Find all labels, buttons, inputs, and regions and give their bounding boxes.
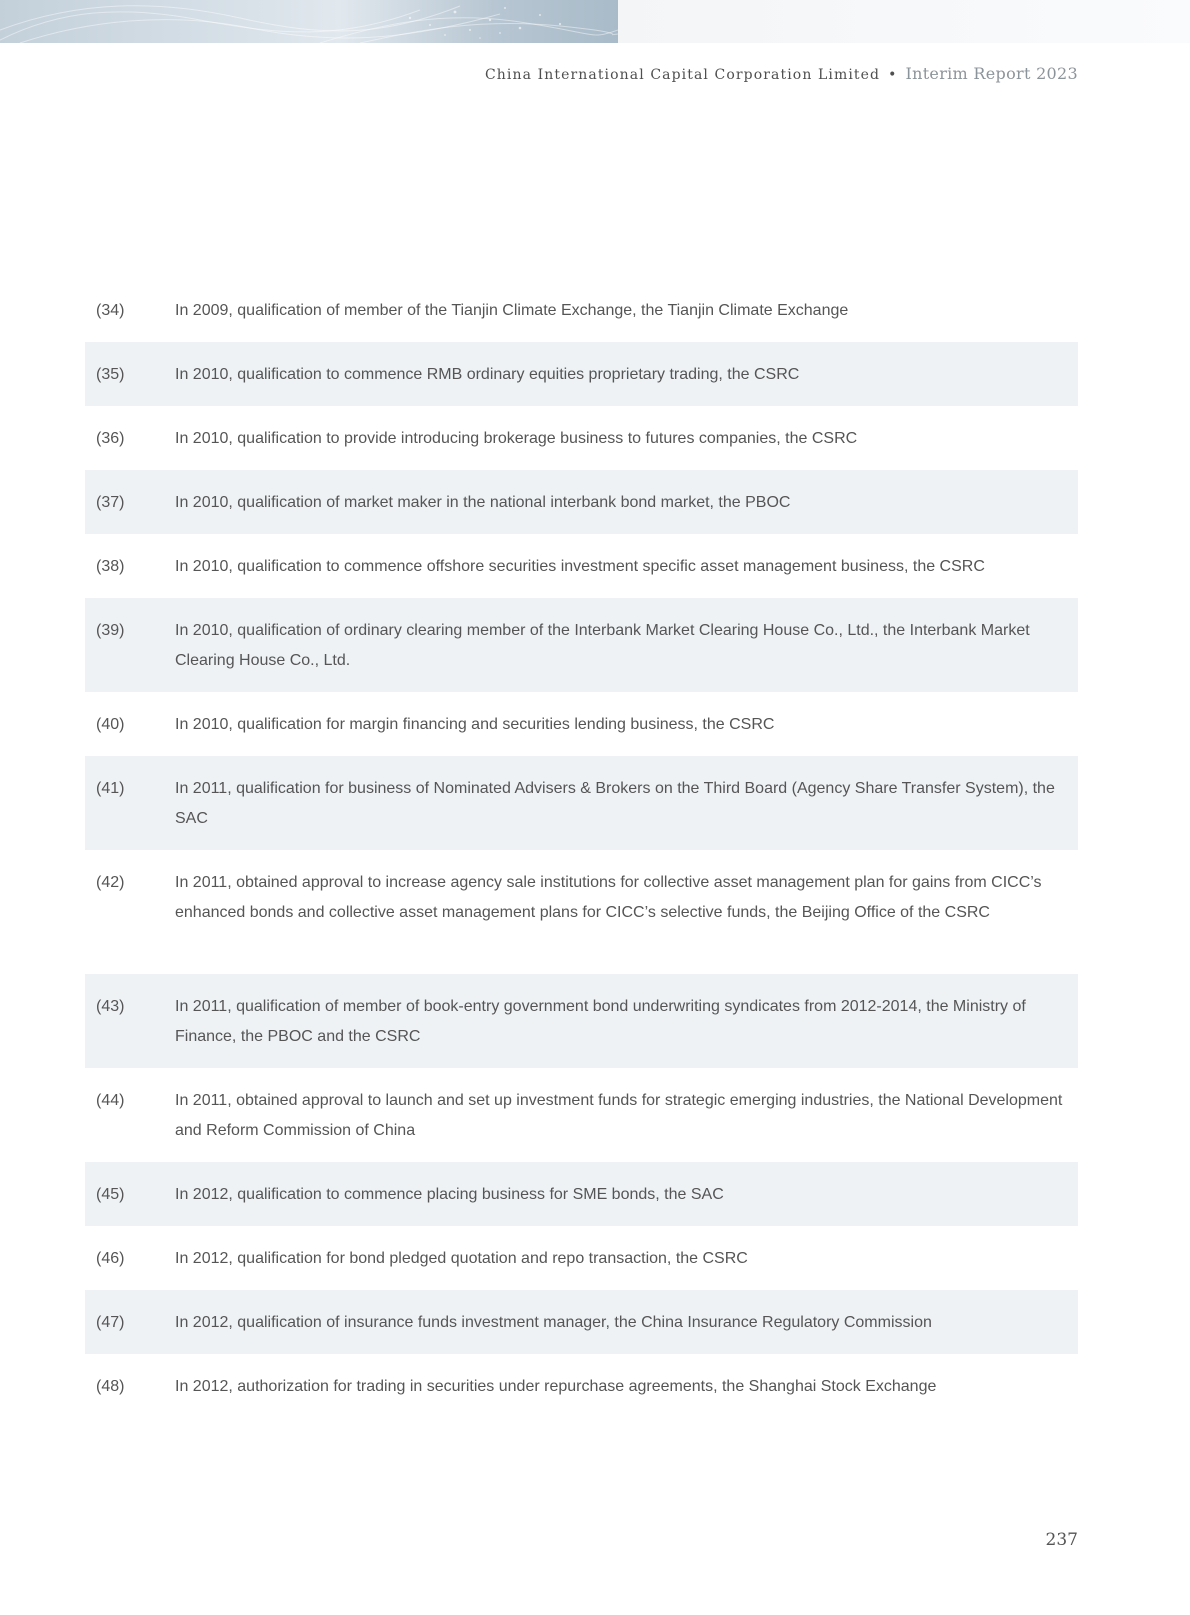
item-number: (40) bbox=[96, 716, 125, 733]
item-text: In 2011, qualification for business of Nominated Advisers & Brokers on the Third Board (Agency Share Transfer System), the SAC bbox=[175, 780, 1055, 827]
item-number: (39) bbox=[96, 622, 125, 639]
list-item bbox=[85, 1354, 1078, 1418]
report-title: Interim Report 2023 bbox=[905, 64, 1078, 83]
item-number: (47) bbox=[96, 1314, 125, 1331]
item-text: In 2011, qualification of member of book-entry government bond underwriting syndicates from 2012-2014, the Ministry of Finance, the PBOC and the CSRC bbox=[175, 998, 1026, 1045]
list-item bbox=[85, 1068, 1078, 1162]
list-item bbox=[85, 1290, 1078, 1354]
decorative-header-band bbox=[0, 0, 618, 43]
item-number: (35) bbox=[96, 366, 125, 383]
list-item bbox=[85, 1226, 1078, 1290]
list-item bbox=[85, 278, 1078, 342]
item-text: In 2010, qualification to provide introducing brokerage business to futures companies, the CSRC bbox=[175, 430, 858, 447]
wave-pattern-graphic bbox=[0, 0, 618, 43]
item-text: In 2010, qualification to commence RMB ordinary equities proprietary trading, the CSRC bbox=[175, 366, 800, 383]
decorative-header-band-light bbox=[618, 0, 1190, 43]
qualification-list bbox=[85, 278, 1078, 1418]
list-item bbox=[85, 534, 1078, 598]
item-text: In 2009, qualification of member of the Tianjin Climate Exchange, the Tianjin Climate Exchange bbox=[175, 302, 849, 319]
page-number: 237 bbox=[1045, 1530, 1078, 1550]
item-number: (48) bbox=[96, 1378, 125, 1395]
item-text: In 2010, qualification for margin financing and securities lending business, the CSRC bbox=[175, 716, 775, 733]
item-text: In 2012, authorization for trading in securities under repurchase agreements, the Shanghai Stock Exchange bbox=[175, 1378, 937, 1395]
list-item bbox=[85, 756, 1078, 850]
item-number: (43) bbox=[96, 998, 125, 1015]
list-item bbox=[85, 692, 1078, 756]
item-number: (42) bbox=[96, 874, 125, 891]
list-item bbox=[85, 342, 1078, 406]
item-number: (44) bbox=[96, 1092, 125, 1109]
header-separator: • bbox=[888, 67, 898, 83]
list-item bbox=[85, 850, 1078, 974]
item-number: (41) bbox=[96, 780, 125, 797]
item-text: In 2010, qualification of ordinary clearing member of the Interbank Market Clearing House Co., Ltd., the Interbank Market Clearing House Co., Ltd. bbox=[175, 622, 1030, 669]
item-text: In 2010, qualification to commence offshore securities investment specific asset management business, the CSRC bbox=[175, 558, 985, 575]
list-item bbox=[85, 974, 1078, 1068]
list-item bbox=[85, 598, 1078, 692]
company-name: China International Capital Corporation Limited bbox=[484, 67, 881, 83]
item-text: In 2010, qualification of market maker in the national interbank bond market, the PBOC bbox=[175, 494, 791, 511]
item-number: (46) bbox=[96, 1250, 125, 1267]
list-item bbox=[85, 406, 1078, 470]
list-item bbox=[85, 1162, 1078, 1226]
item-text: In 2012, qualification to commence placing business for SME bonds, the SAC bbox=[175, 1186, 724, 1203]
item-number: (38) bbox=[96, 558, 125, 575]
item-text: In 2012, qualification of insurance funds investment manager, the China Insurance Regulatory Commission bbox=[175, 1314, 932, 1331]
item-number: (45) bbox=[96, 1186, 125, 1203]
item-number: (36) bbox=[96, 430, 125, 447]
item-text: In 2011, obtained approval to increase agency sale institutions for collective asset management plan for gains from CICC’s enhanced bonds and collective asset management plans for CICC’s selective funds, the Beijing Office of the CSRC bbox=[175, 874, 1042, 921]
item-number: (37) bbox=[96, 494, 125, 511]
running-header bbox=[485, 64, 1078, 83]
item-text: In 2011, obtained approval to launch and set up investment funds for strategic emerging industries, the National Development and Reform Commission of China bbox=[175, 1092, 1063, 1139]
item-text: In 2012, qualification for bond pledged quotation and repo transaction, the CSRC bbox=[175, 1250, 748, 1267]
item-number: (34) bbox=[96, 302, 125, 319]
list-item bbox=[85, 470, 1078, 534]
